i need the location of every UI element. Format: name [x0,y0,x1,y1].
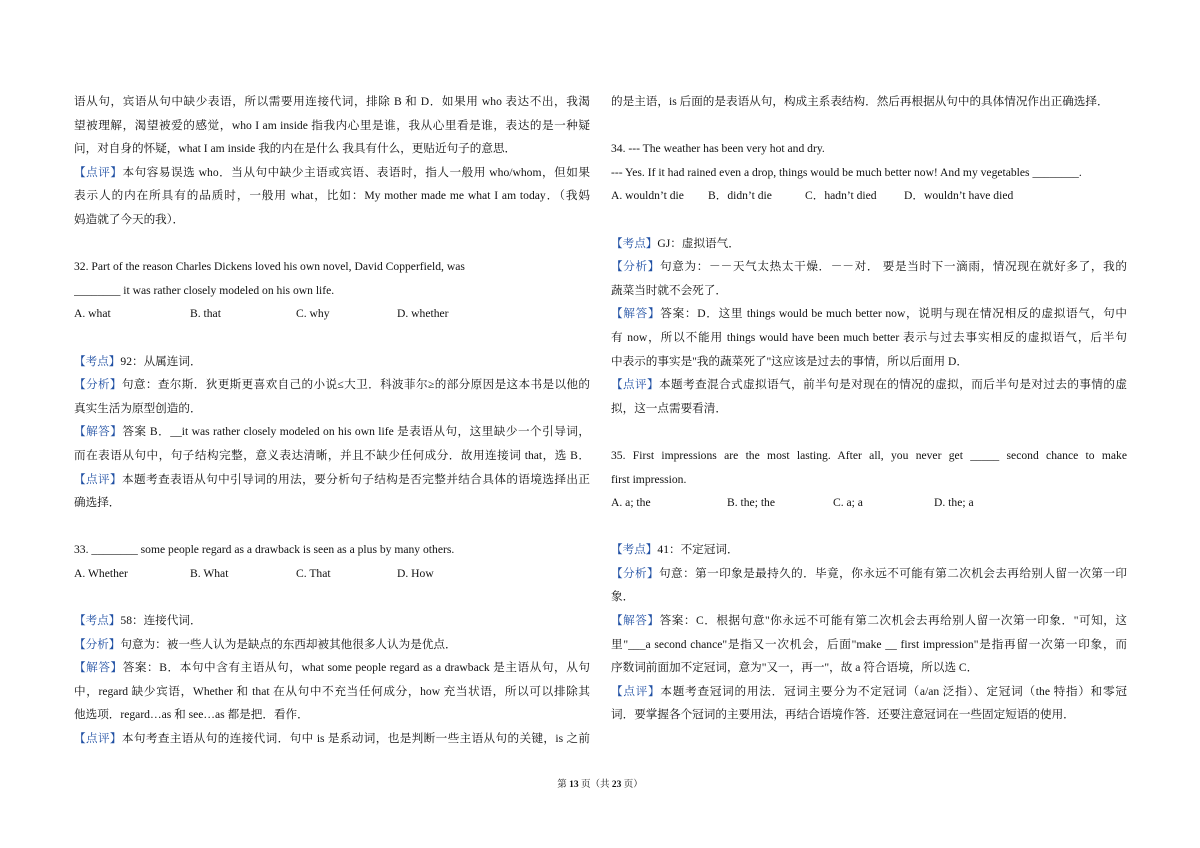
jieda-text: 答案：C．根据句意"你永远不可能有第二次机会去再给别人留一次第一印象．"可知，这 [659,614,1127,628]
kaodian-text: 58：连接代词． [120,614,202,628]
dianping-line [611,373,1127,397]
text-line: 语从句，宾语从句中缺少表语，所以需要用连接代词，排除 B 和 D．如果用 who 表达不出，我渴 [74,95,590,108]
text-line: 表示人的内在所具有的品质时，一般用 what，比如：My mother made me what I am today．（我妈 [74,189,590,203]
fenxi-tag: 【分析】 [74,378,122,392]
dianping-text: 本句考查主语从句的连接代词．句中 is 是系动词，也是判断一些主语从句的关键，is 之前 [121,732,590,746]
text-line: 有 now，所以不能用 things would have been much better 表示与过去事实相反的虚拟语气，后半句 [611,330,1127,344]
dianping-tag: 【点评】 [611,378,660,392]
option-b: B．didn’t die [708,189,772,203]
option-a: A. wouldn’t die [611,189,684,203]
kaodian-tag: 【考点】 [74,354,121,368]
question-stem: 33. ________ some people regard as a drawback is seen as a plus by many others. [74,543,455,557]
page-footer [0,776,1200,790]
option-c: C. a; a [833,496,863,510]
comment-line [74,161,590,185]
text-line: 中表示的事实是"我的蔬菜死了"这应该是过去的事情，所以后面用 D． [611,354,968,368]
dianping-line [74,727,590,751]
option-c: C. That [296,566,331,580]
kaodian-line [74,609,590,633]
fenxi-line [611,562,1127,586]
jieda-line [74,656,590,680]
text-line: 序数词前面加不定冠词，意为"又一，再一"，故 a 符合语境，所以选 C． [611,661,979,675]
option-a: A. a; the [611,496,651,510]
option-c: C．hadn’t died [805,189,877,203]
text-line: 望被理解，渴望被爱的感觉，who I am inside 指我内心里是谁，我从心里看是谁，表达的是一种疑 [74,118,590,132]
text-line: 的是主语，is 后面的是表语从句，构成主系表结构．然后再根据从句中的具体情况作出正确选择． [611,95,1109,108]
jieda-tag: 【解答】 [74,425,123,439]
text-line: 里"___a second chance"是指又一次机会，后面"make __ first impression"是指再留一次第一印象，而 [611,637,1127,651]
text-line: 拟，这一点需要看清． [611,401,727,415]
dianping-line [74,468,590,492]
option-d: D. How [397,566,434,580]
fenxi-tag: 【分析】 [74,637,121,651]
kaodian-text: GJ：虚拟语气． [657,236,740,250]
kaodian-tag: 【考点】 [611,236,658,250]
comment-tag: 【点评】 [74,165,123,179]
footer-post: 页） [621,780,643,790]
fenxi-text: 句意：第一印象是最持久的．毕竟，你永远不可能有第二次机会去再给别人留一次第一印 [659,566,1127,580]
option-b: B. the; the [727,496,775,510]
fenxi-text: 句意为：被一些人认为是缺点的东西却被其他很多人认为是优点． [120,637,457,651]
total-pages: 23 [611,780,622,790]
kaodian-text: 92：从属连词． [120,354,202,368]
left-column [74,90,590,751]
fenxi-text: 句意：查尔斯．狄更斯更喜欢自己的小说≤大卫．科波菲尔≥的部分原因是这本书是以他的 [121,378,590,392]
option-d: D. the; a [934,496,974,510]
text-line: 词．要掌握各个冠词的主要用法，再结合语境作答．还要注意冠词在一些固定短语的使用． [611,708,1075,722]
dianping-tag: 【点评】 [74,472,123,486]
kaodian-line [611,538,1127,562]
jieda-text: 答案：B．本句中含有主语从句，what some people regard as a drawback 是主语从句，从句 [122,661,590,675]
option-c: C. why [296,307,330,321]
fenxi-tag: 【分析】 [611,260,660,274]
jieda-tag: 【解答】 [611,614,660,628]
kaodian-line [611,232,1127,256]
option-a: A. what [74,307,111,321]
footer-mid: 页（共 [578,780,612,790]
options-row [74,562,590,586]
options-row [611,491,1127,515]
question-stem: 34. --- The weather has been very hot and dry. [611,142,825,156]
options-row [611,184,1127,208]
option-b: B. that [190,307,221,321]
jieda-text: 答案 B．__it was rather closely modeled on his own life 是表语从句，这里缺少一个引导词， [122,425,590,439]
jieda-text: 答案：D．这里 things would be much better now，说明与现在情况相反的虚拟语气，句中 [660,307,1127,321]
jieda-line [74,420,590,444]
option-d: D．wouldn’t have died [904,189,1014,203]
question-stem: ________ it was rather closely modeled on his own life. [74,283,335,297]
kaodian-line [74,350,590,374]
text-line: 确选择． [74,496,121,510]
kaodian-text: 41：不定冠词． [657,543,739,557]
jieda-line [611,609,1127,633]
text-line: 象． [611,590,635,604]
dianping-text: 本题考查表语从句中引导词的用法，要分析句子结构是否完整并结合具体的语境选择出正 [122,472,590,486]
fenxi-text: 句意为：－－天气太热太干燥．－－对． 要是当时下一滴雨，情况现在就好多了，我的 [660,260,1127,274]
jieda-tag: 【解答】 [611,307,661,321]
right-column [611,90,1127,727]
fenxi-tag: 【分析】 [611,566,660,580]
option-d: D. whether [397,307,449,321]
options-row [74,302,590,326]
text-line: 问，对自身的怀疑，what I am inside 我的内在是什么 我具有什么，更贴近句子的意思． [74,142,517,156]
text-line: 而在表语从句中，句子结构完整，意义表达清晰，并且不缺少任何成分．故用连接词 that，选 B． [74,448,590,462]
fenxi-line [611,255,1127,279]
jieda-tag: 【解答】 [74,661,123,675]
dianping-text: 本题考查混合式虚拟语气，前半句是对现在的情况的虚拟，而后半句是对过去的事情的虚 [659,378,1127,392]
option-b: B. What [190,566,229,580]
comment-text: 本句容易误选 who．当从句中缺少主语或宾语、表语时，指人一般用 who/whom，但如果 [122,165,590,179]
text-line: 中，regard 缺少宾语，Whether 和 that 在从句中不充当任何成分，how 充当状语，所以可以排除其 [74,684,590,698]
text-line: 他选项．regard…as 和 see…as 都是把．看作． [74,708,309,722]
kaodian-tag: 【考点】 [611,543,658,557]
question-stem: 35. First impressions are the most lasting. After all, you never get _____ second chance to make [611,448,1127,462]
kaodian-tag: 【考点】 [74,614,121,628]
dianping-line [611,680,1127,704]
question-stem: first impression. [611,472,687,486]
question-stem: 32. Part of the reason Charles Dickens loved his own novel, David Copperfield, was [74,260,465,274]
text-line: 蔬菜当时就不会死了． [611,283,727,297]
question-stem: --- Yes. If it had rained even a drop, things would be much better now! And my vegetables ________. [611,165,1082,179]
fenxi-line [74,633,590,657]
footer-pre: 第 [557,780,570,790]
text-line: 妈造就了今天的我）． [74,212,185,226]
dianping-text: 本题考查冠词的用法．冠词主要分为不定冠词（a/an 泛指）、定冠词（the 特指）和零冠 [660,684,1127,698]
dianping-tag: 【点评】 [74,732,122,746]
text-line: 真实生活为原型创造的． [74,401,202,415]
page-number: 13 [569,780,579,790]
dianping-tag: 【点评】 [611,684,661,698]
option-a: A. Whether [74,566,128,580]
jieda-line [611,302,1127,326]
fenxi-line [74,373,590,397]
